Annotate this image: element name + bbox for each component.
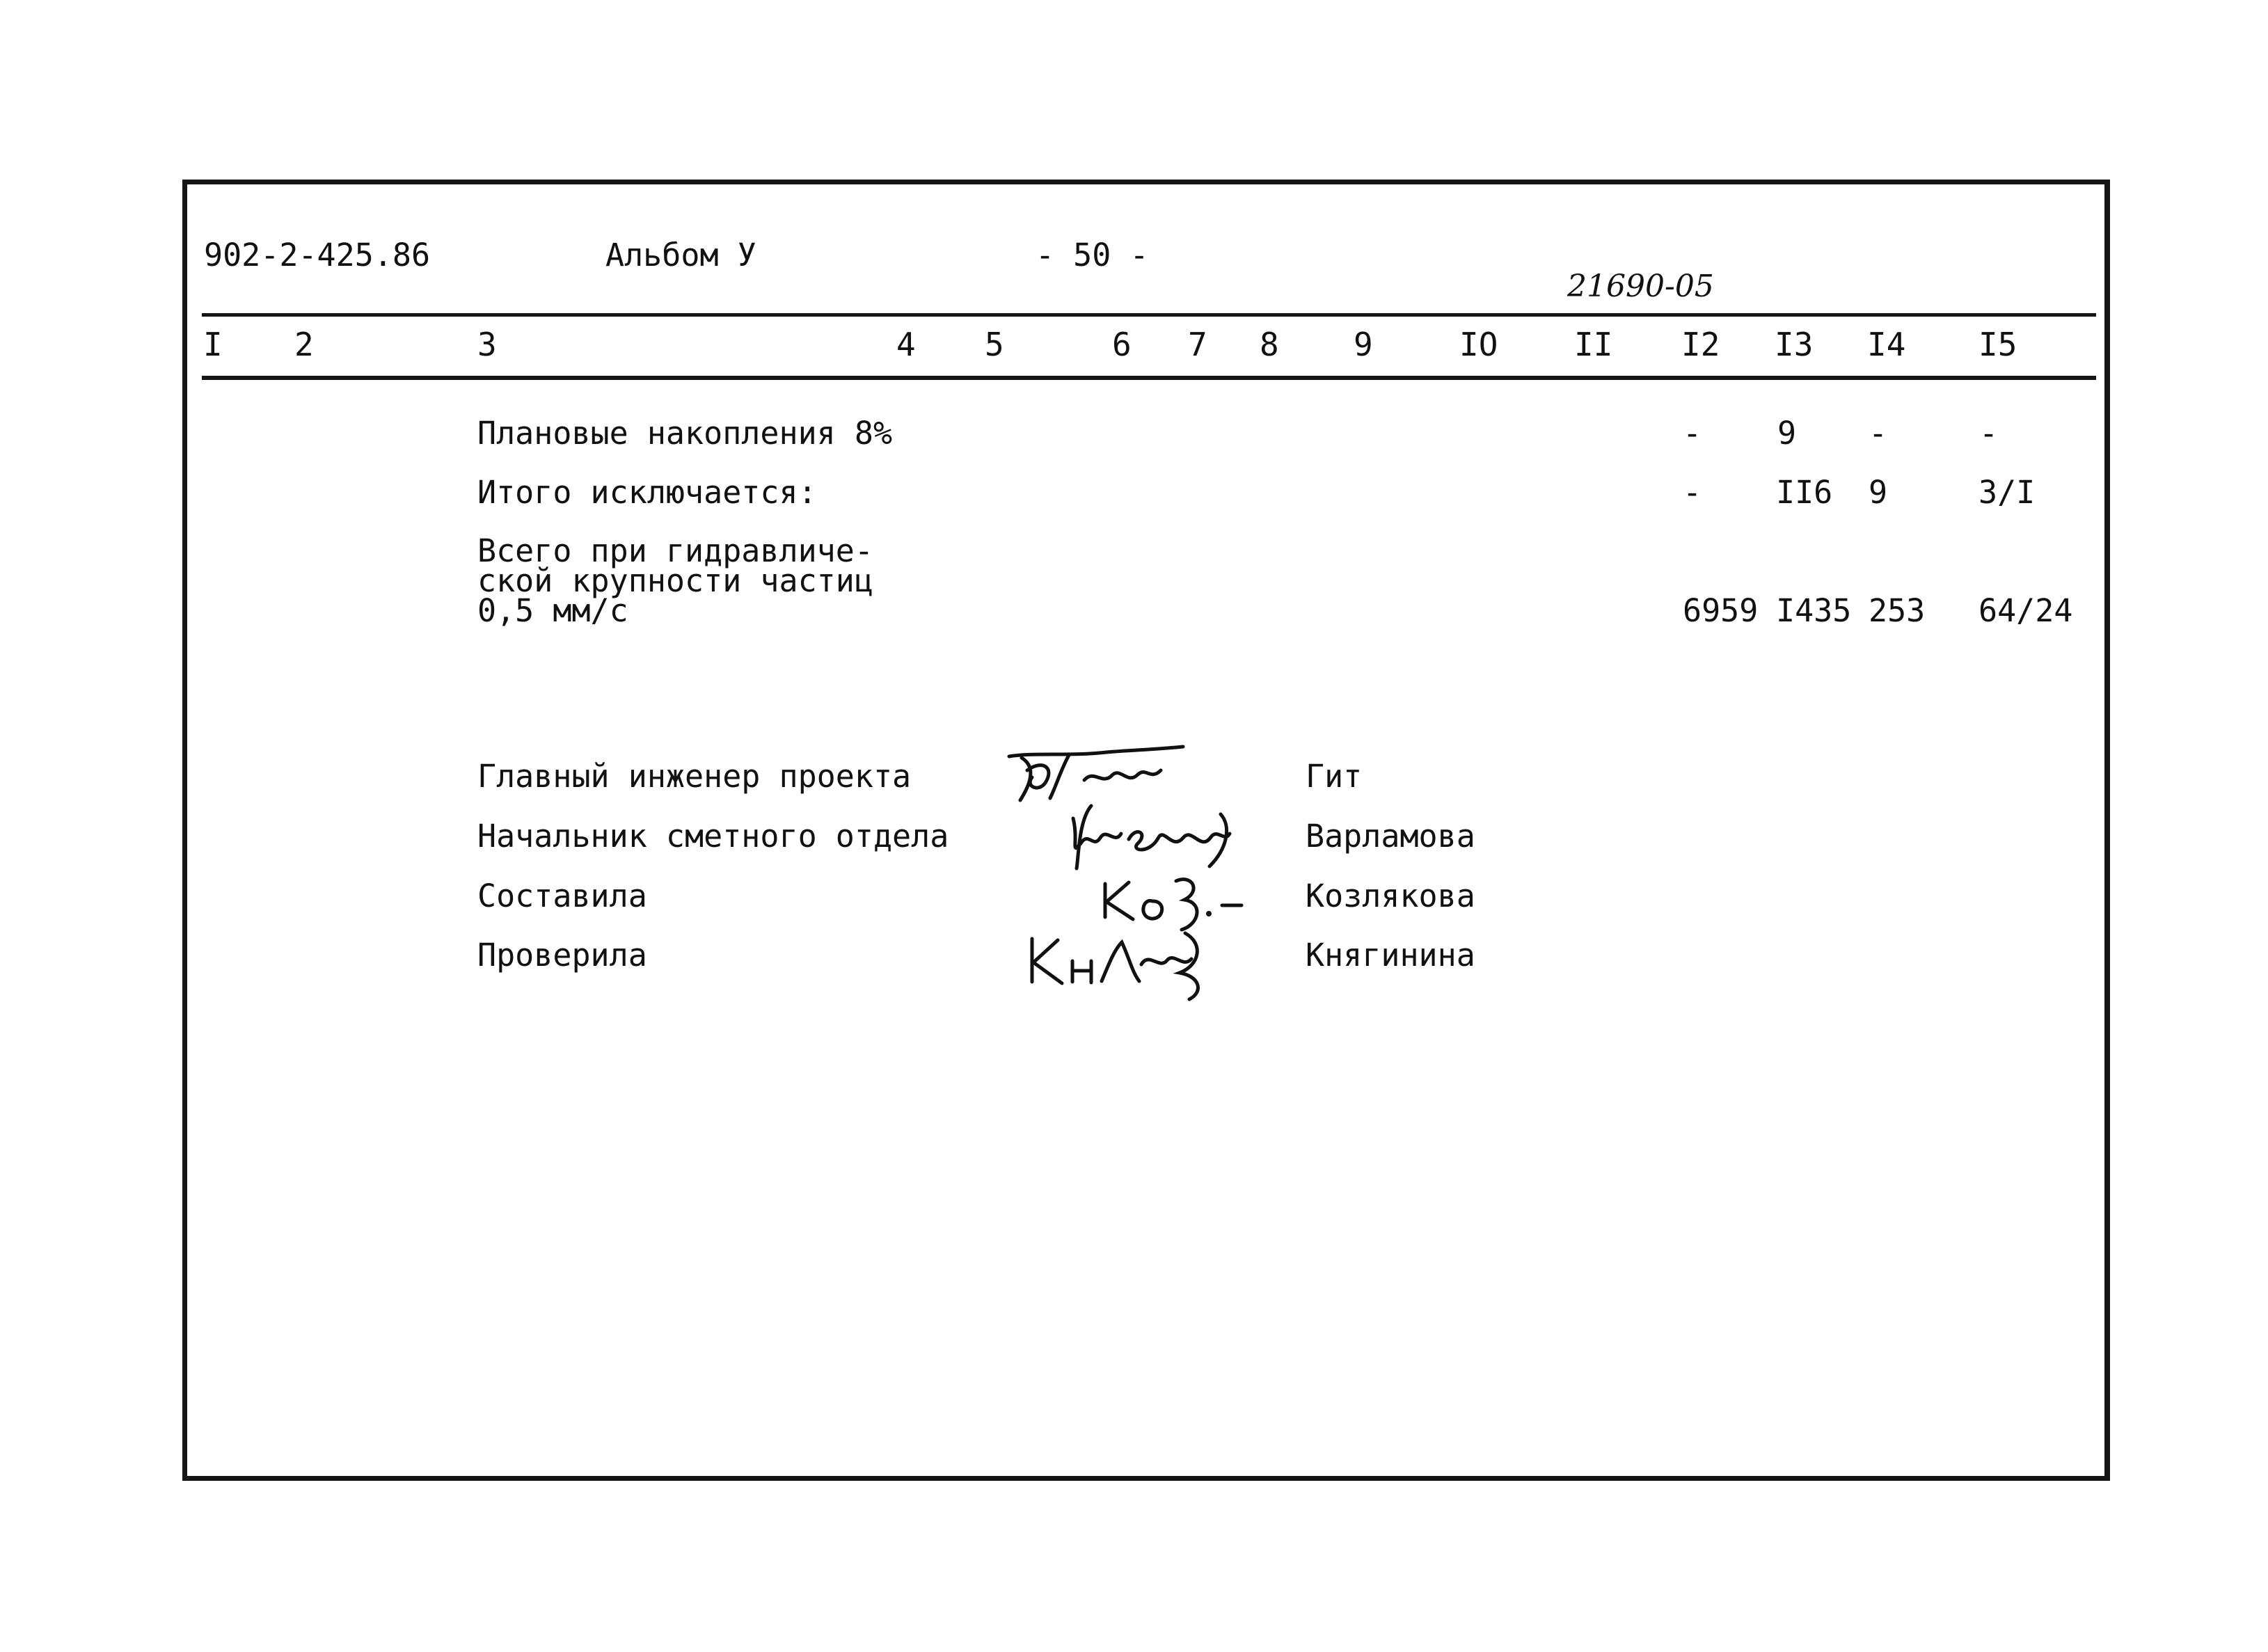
signature-mark xyxy=(1020,922,1228,1006)
header-top-rule xyxy=(202,313,2096,317)
column-number: II xyxy=(1574,326,1613,363)
handwritten-signature xyxy=(1002,741,1211,807)
column-number: 6 xyxy=(1112,326,1132,363)
album-label: Альбом У xyxy=(605,237,756,273)
signature-role: Составила xyxy=(477,877,647,914)
column-number: I xyxy=(203,326,223,363)
signature-role: Проверила xyxy=(477,937,647,974)
column-number: 4 xyxy=(896,326,916,363)
cell-col-14: 253 xyxy=(1869,592,1926,629)
row-label-line: 0,5 мм/с xyxy=(477,592,628,629)
row-label: Плановые накопления 8% xyxy=(477,415,893,452)
cell-col-13: II6 xyxy=(1776,474,1833,511)
cell-col-14: 9 xyxy=(1869,474,1888,511)
column-number: I3 xyxy=(1775,326,1814,363)
row-label-line: ской крупности частиц xyxy=(477,562,873,599)
page-number: - 50 - xyxy=(1036,237,1149,273)
inventory-number: 21690-05 xyxy=(1567,269,1714,304)
signer-name: Козлякова xyxy=(1306,877,1475,914)
column-number: 7 xyxy=(1188,326,1207,363)
signer-name: Варламова xyxy=(1306,818,1475,855)
header-bottom-rule xyxy=(202,376,2096,380)
column-number: I4 xyxy=(1867,326,1906,363)
column-number: I2 xyxy=(1681,326,1720,363)
document-code: 902-2-425.86 xyxy=(204,237,431,273)
cell-col-13: 9 xyxy=(1777,415,1797,452)
column-number: 8 xyxy=(1260,326,1279,363)
handwritten-signature xyxy=(1020,922,1228,1006)
column-number: 9 xyxy=(1354,326,1373,363)
cell-col-15: 64/24 xyxy=(1978,592,2073,629)
cell-col-15: 3/I xyxy=(1978,474,2036,511)
row-label: Итого исключается: xyxy=(477,474,817,511)
signer-name: Гит xyxy=(1306,758,1363,795)
row-label-line: Всего при гидравличе- xyxy=(477,532,873,569)
cell-col-12: 6959 xyxy=(1683,592,1759,629)
cell-col-13: I435 xyxy=(1776,592,1852,629)
signature-role: Главный инженер проекта xyxy=(477,758,912,795)
column-number: 5 xyxy=(985,326,1004,363)
column-number: I5 xyxy=(1978,326,2017,363)
signature-mark xyxy=(1002,741,1211,807)
signer-name: Княгинина xyxy=(1306,937,1475,974)
column-number: IO xyxy=(1459,326,1498,363)
cell-col-14: - xyxy=(1869,415,1888,452)
column-number: 3 xyxy=(477,326,497,363)
cell-col-12: - xyxy=(1683,474,1702,511)
cell-col-12: - xyxy=(1683,415,1702,452)
signature-role: Начальник сметного отдела xyxy=(477,818,949,855)
column-number: 2 xyxy=(294,326,314,363)
cell-col-15: - xyxy=(1979,415,1999,452)
